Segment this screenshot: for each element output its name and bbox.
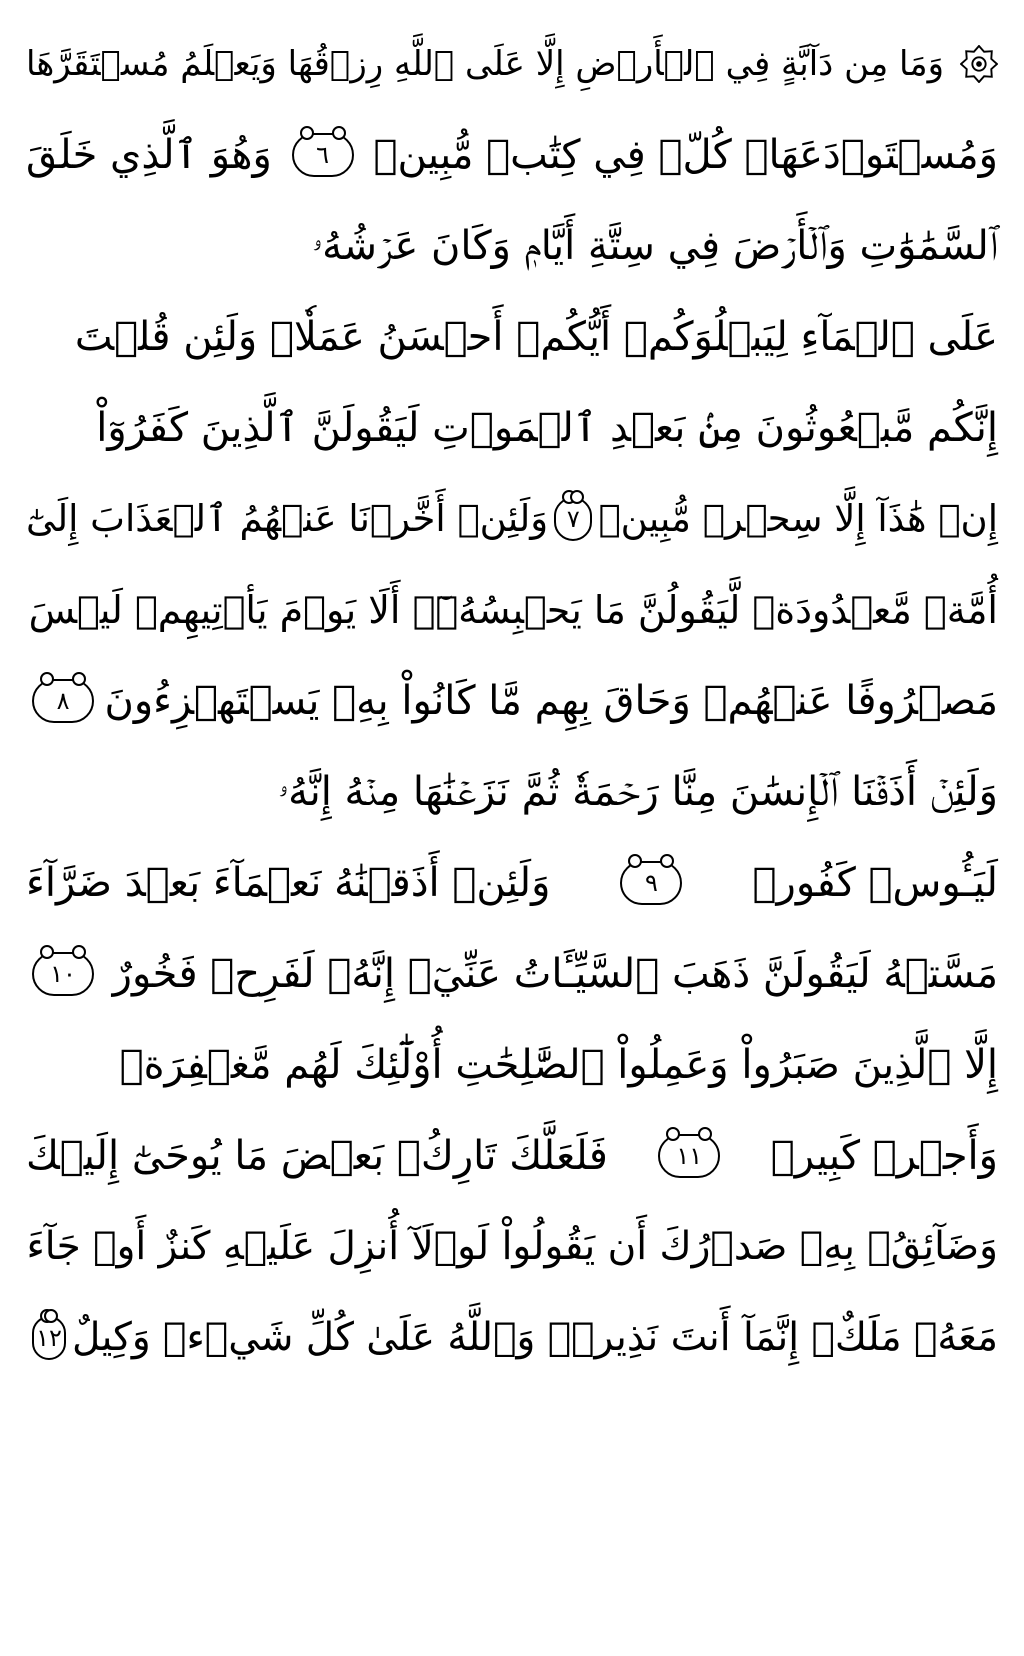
- verse-text: إِنۡ هَٰذَآ إِلَّا سِحۡرٞ مُّبِينٞ: [598, 497, 998, 540]
- verse-text: وَأَجۡرٞ كَبِيرٞ: [770, 1132, 998, 1179]
- verse-text: وَضَآئِقُۢ بِهِۦ صَدۡرُكَ أَن يَقُولُواْ لَوۡلَآ أُنزِلَ عَلَيۡهِ كَنزٌ أَوۡ جَآءَ: [26, 1224, 998, 1269]
- verse-text: ٱلسَّمَٰوَٰتِ وَٱلۡأَرۡضَ فِي سِتَّةِ أَيَّامٖ وَكَانَ عَرۡشُهُۥ: [312, 222, 998, 269]
- text-line: [26, 655, 998, 746]
- text-line: [26, 200, 998, 291]
- hizb-star-icon: [960, 45, 998, 83]
- text-line: [26, 746, 998, 837]
- verse-text: عَلَى ٱلۡمَآءِ لِيَبۡلُوَكُمۡ أَيُّكُمۡ أَحۡسَنُ عَمَلٗاۗ وَلَئِن قُلۡتَ: [74, 313, 998, 360]
- verse-text: وَمَا مِن دَآبَّةٍ فِي ٱلۡأَرۡضِ إِلَّا عَلَى ٱللَّهِ رِزۡقُهَا وَيَعۡلَمُ مُسۡتَقَرَّهَا: [26, 43, 944, 84]
- text-line: [26, 18, 998, 109]
- verse-text: وَمُسۡتَوۡدَعَهَاۚ كُلّٞ فِي كِتَٰبٖ مُّبِينٖ: [373, 131, 998, 178]
- verse-text: وَلَئِنۡ أَذَقۡنَٰهُ نَعۡمَآءَ بَعۡدَ ضَرَّآءَ: [26, 859, 551, 906]
- ayah-number-marker: ١١: [658, 1134, 720, 1178]
- ayah-number-marker: ١٢: [32, 1316, 66, 1360]
- verse-text: لَيَـُٔوسٞ كَفُورٞ: [752, 859, 998, 906]
- text-line: [26, 564, 998, 655]
- text-line: [26, 928, 998, 1019]
- text-line: [26, 109, 998, 200]
- ayah-number-marker: ٩: [620, 861, 682, 905]
- text-line: [26, 1292, 998, 1383]
- verse-text: أُمَّةٖ مَّعۡدُودَةٖ لَّيَقُولُنَّ مَا يَحۡبِسُهُۥٓۗ أَلَا يَوۡمَ يَأۡتِيهِمۡ لَيۡسَ: [28, 587, 998, 632]
- verse-text: فَلَعَلَّكَ تَارِكُۢ بَعۡضَ مَا يُوحَىٰٓ إِلَيۡكَ: [26, 1132, 608, 1179]
- verse-text: مَعَهُۥ مَلَكٌۚ إِنَّمَآ أَنتَ نَذِيرٞۚ وَٱللَّهُ عَلَىٰ كُلِّ شَيۡءٖ وَكِيلٌ: [71, 1315, 998, 1360]
- text-line: [26, 291, 998, 382]
- text-line: [26, 473, 998, 564]
- ayah-number-marker: ١٠: [32, 952, 94, 996]
- verse-text: مَصۡرُوفًا عَنۡهُمۡ وَحَاقَ بِهِم مَّا كَانُواْ بِهِۦ يَسۡتَهۡزِءُونَ: [104, 677, 998, 724]
- text-line: [26, 1201, 998, 1292]
- ayah-number-marker: ٧: [554, 497, 592, 541]
- text-line: [26, 1110, 998, 1201]
- text-line: [26, 1019, 998, 1110]
- text-line: [26, 837, 998, 928]
- ayah-number-marker: ٦: [292, 133, 354, 177]
- verse-text: وَلَئِنۡ أَخَّرۡنَا عَنۡهُمُ ٱلۡعَذَابَ إِلَىٰٓ: [26, 497, 549, 540]
- verse-text: وَلَئِنۡ أَذَقۡنَا ٱلۡإِنسَٰنَ مِنَّا رَحۡمَةٗ ثُمَّ نَزَعۡنَٰهَا مِنۡهُ إِنَّهُۥ: [278, 768, 998, 815]
- verse-text: وَهُوَ ٱلَّذِي خَلَقَ: [26, 131, 272, 178]
- verse-text: إِلَّا ٱلَّذِينَ صَبَرُواْ وَعَمِلُواْ ٱلصَّٰلِحَٰتِ أُوْلَٰٓئِكَ لَهُم مَّغۡفِرَةٞ: [119, 1041, 998, 1088]
- text-line: [26, 382, 998, 473]
- verse-text: مَسَّتۡهُ لَيَقُولَنَّ ذَهَبَ ٱلسَّيِّـَٔاتُ عَنِّيٓۚ إِنَّهُۥ لَفَرِحٞ فَخُورٌ: [112, 950, 998, 997]
- verse-text: إِنَّكُم مَّبۡعُوثُونَ مِنۢ بَعۡدِ ٱلۡمَوۡتِ لَيَقُولَنَّ ٱلَّذِينَ كَفَرُوٓاْ: [96, 404, 998, 451]
- ayah-number-marker: ٨: [32, 679, 94, 723]
